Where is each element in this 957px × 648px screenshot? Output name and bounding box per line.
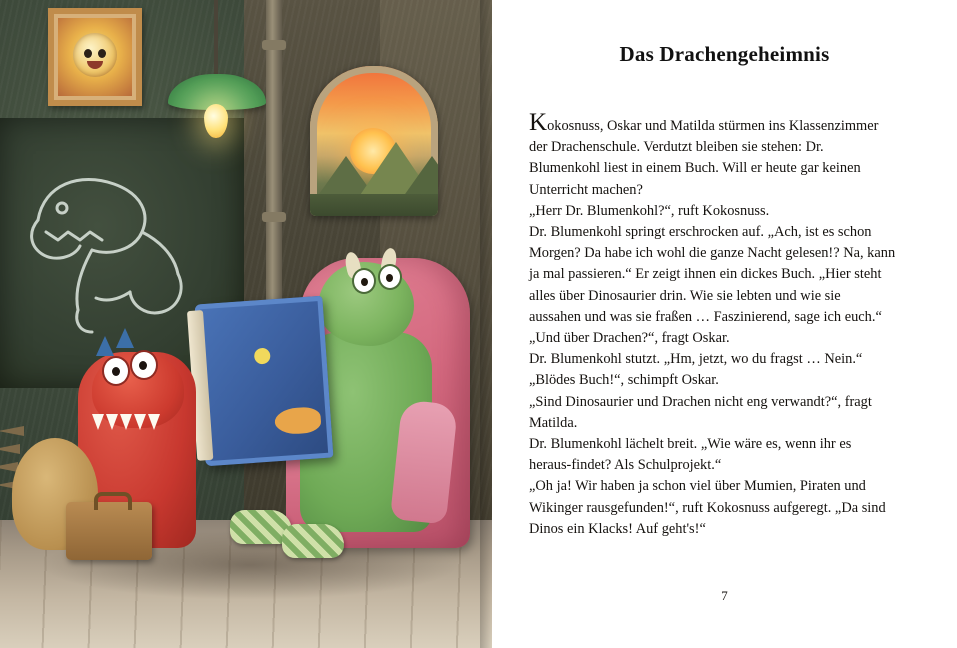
text-page: [492, 0, 957, 648]
red-dragon-spike-2: [116, 328, 134, 348]
paragraph-4: „Und über Drachen?“, fragt Oskar.: [529, 330, 730, 347]
suitcase: [66, 502, 152, 560]
picture-frame: [48, 8, 142, 106]
paragraph-1: [529, 109, 896, 201]
red-dragon-spike-1: [96, 336, 114, 356]
framed-face-eye-left: [84, 49, 92, 58]
red-dragon-pupil-right: [139, 361, 147, 370]
framed-face-eye-right: [98, 49, 106, 58]
green-dragon-pupil-right: [386, 274, 393, 282]
window-sunset: [310, 66, 438, 216]
pipe-ring-mid: [262, 212, 286, 222]
red-dragon-teeth: [90, 414, 170, 434]
green-dragon-pupil-left: [361, 278, 368, 286]
paragraph-3: Dr. Blumenkohl springt erschrocken auf. „Ach, ist es schon Morgen? Da habe ich wohl die ganze Nacht gelesen!? Na, kann ja mal passieren.“ Er zeigt ihnen ein dickes Buch. „Hier steht alles über Dinosaurier drin. Wie sie lebten und wie sie aussahen und was sie fraßen … Faszinierend, sage ich euch.“: [529, 224, 896, 325]
blue-book: [195, 296, 334, 467]
paragraph-1-text: okosnuss, Oskar und Matilda stürmen ins Klassenzimmer der Drachenschule. Verdutzt bleiben sie stehen: Dr. Blumenkohl liest in einem Buch. Will er heute gar keinen Unterricht machen?: [529, 118, 879, 198]
pipe-ring-top: [262, 40, 286, 50]
red-dragon-eye-left: [104, 358, 128, 384]
paragraph-8: Dr. Blumenkohl lächelt breit. „Wie wäre es, wenn ihr es heraus-findet? Als Schulprojekt.“: [529, 436, 852, 474]
window-ground: [310, 194, 438, 216]
suitcase-handle: [94, 492, 132, 510]
paragraph-2: „Herr Dr. Blumenkohl?“, ruft Kokosnuss.: [529, 202, 770, 219]
book-emblem: [254, 348, 271, 365]
framed-face: [73, 33, 117, 77]
drop-cap: K: [529, 109, 548, 136]
book-illustration-fish: [274, 406, 322, 435]
page-number: 7: [721, 588, 728, 603]
green-dragon-eye-left: [354, 270, 374, 292]
slipper-right: [282, 524, 344, 558]
red-dragon-eye-right: [132, 352, 156, 378]
body-text: [529, 109, 896, 540]
lamp-rod: [214, 0, 218, 78]
green-dragon-eye-right: [380, 266, 400, 288]
red-dragon-pupil-left: [112, 367, 120, 376]
picture-frame-inner: [58, 18, 132, 96]
chapter-title: Das Drachengeheimnis: [619, 42, 830, 66]
paragraph-7: „Sind Dinosaurier und Drachen nicht eng verwandt?“, fragt Matilda.: [529, 393, 872, 431]
paragraph-9: „Oh ja! Wir haben ja schon viel über Mumien, Piraten und Wikinger rausgefunden!“, ruft Kokosnuss aufgeregt. „Da sind Dinos ein Klacks! Auf geht's!“: [529, 478, 886, 537]
page-fold-shadow: [480, 0, 492, 648]
paragraph-5: Dr. Blumenkohl stutzt. „Hm, jetzt, wo du fragst … Nein.“: [529, 351, 863, 368]
paragraph-6: „Blödes Buch!“, schimpft Oskar.: [529, 372, 719, 389]
framed-face-mouth: [87, 61, 103, 69]
green-dragon-head: [318, 262, 414, 346]
